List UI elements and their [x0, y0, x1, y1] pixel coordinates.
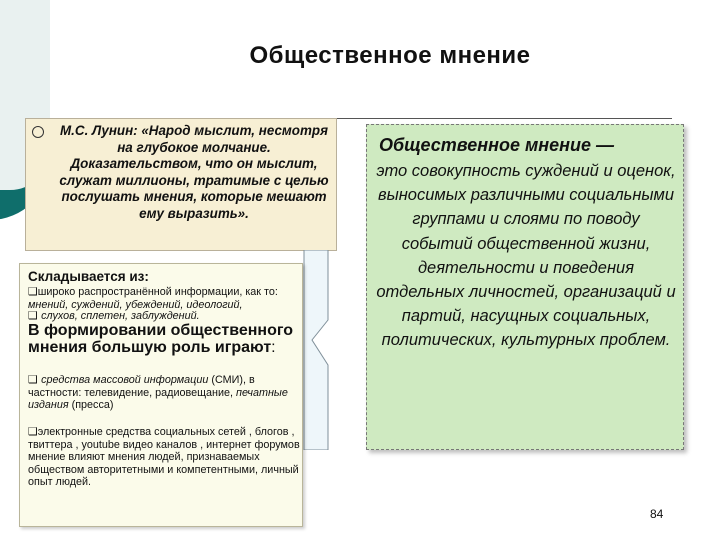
list-item: ❑ средства массовой информации (СМИ), в частности: телевидение, радиовещание, печатные издания (пресса) — [28, 373, 288, 411]
definition-text: это совокупность суждений и оценок, выносимых различными социальными группами и слоями по поводу событий общественной жизни, деятельности и поведения отдельных личностей, организаций и партий, насущных социальных, политических, культурных проблем. — [376, 162, 676, 350]
checkbox-bullet-icon: ❑ — [28, 425, 38, 438]
quote-box — [25, 118, 337, 251]
list-item: ❑ слухов, сплетен, заблуждений. — [28, 309, 200, 322]
formation-heading: Складывается из: — [28, 269, 149, 284]
checkbox-bullet-icon: ❑ — [28, 285, 38, 298]
checkbox-bullet-icon: ❑ — [28, 309, 42, 322]
list-item: ❑широко распространённой информации, как то: мнений, суждений, убеждений, идеологий, — [28, 285, 278, 311]
role-heading: В формировании общественного мнения большую роль играют: — [28, 322, 294, 356]
checkbox-bullet-icon: ❑ — [28, 373, 42, 386]
list-item: ❑электронные средства социальных сетей , блогов , твиттера , youtube видео каналов , интернет форумов мнение влияют мнения людей, признаваемых обществом авторитетными и компетентными, личный опыт людей. — [28, 425, 300, 488]
circle-bullet-icon — [32, 126, 44, 138]
definition-heading: Общественное мнение — — [379, 135, 615, 155]
quote-text: М.С. Лунин: «Народ мыслит, несмотря на глубокое молчание. Доказательством, что он мыслит, служат миллионы, тратимые с целью послушать мнения, которые мешают ему выразить». — [59, 123, 329, 221]
slide-title: Общественное мнение — [249, 42, 531, 69]
page-number: 84 — [650, 507, 664, 521]
formation-box — [19, 263, 303, 527]
definition-box — [366, 124, 684, 450]
callout-pointer — [298, 250, 358, 450]
